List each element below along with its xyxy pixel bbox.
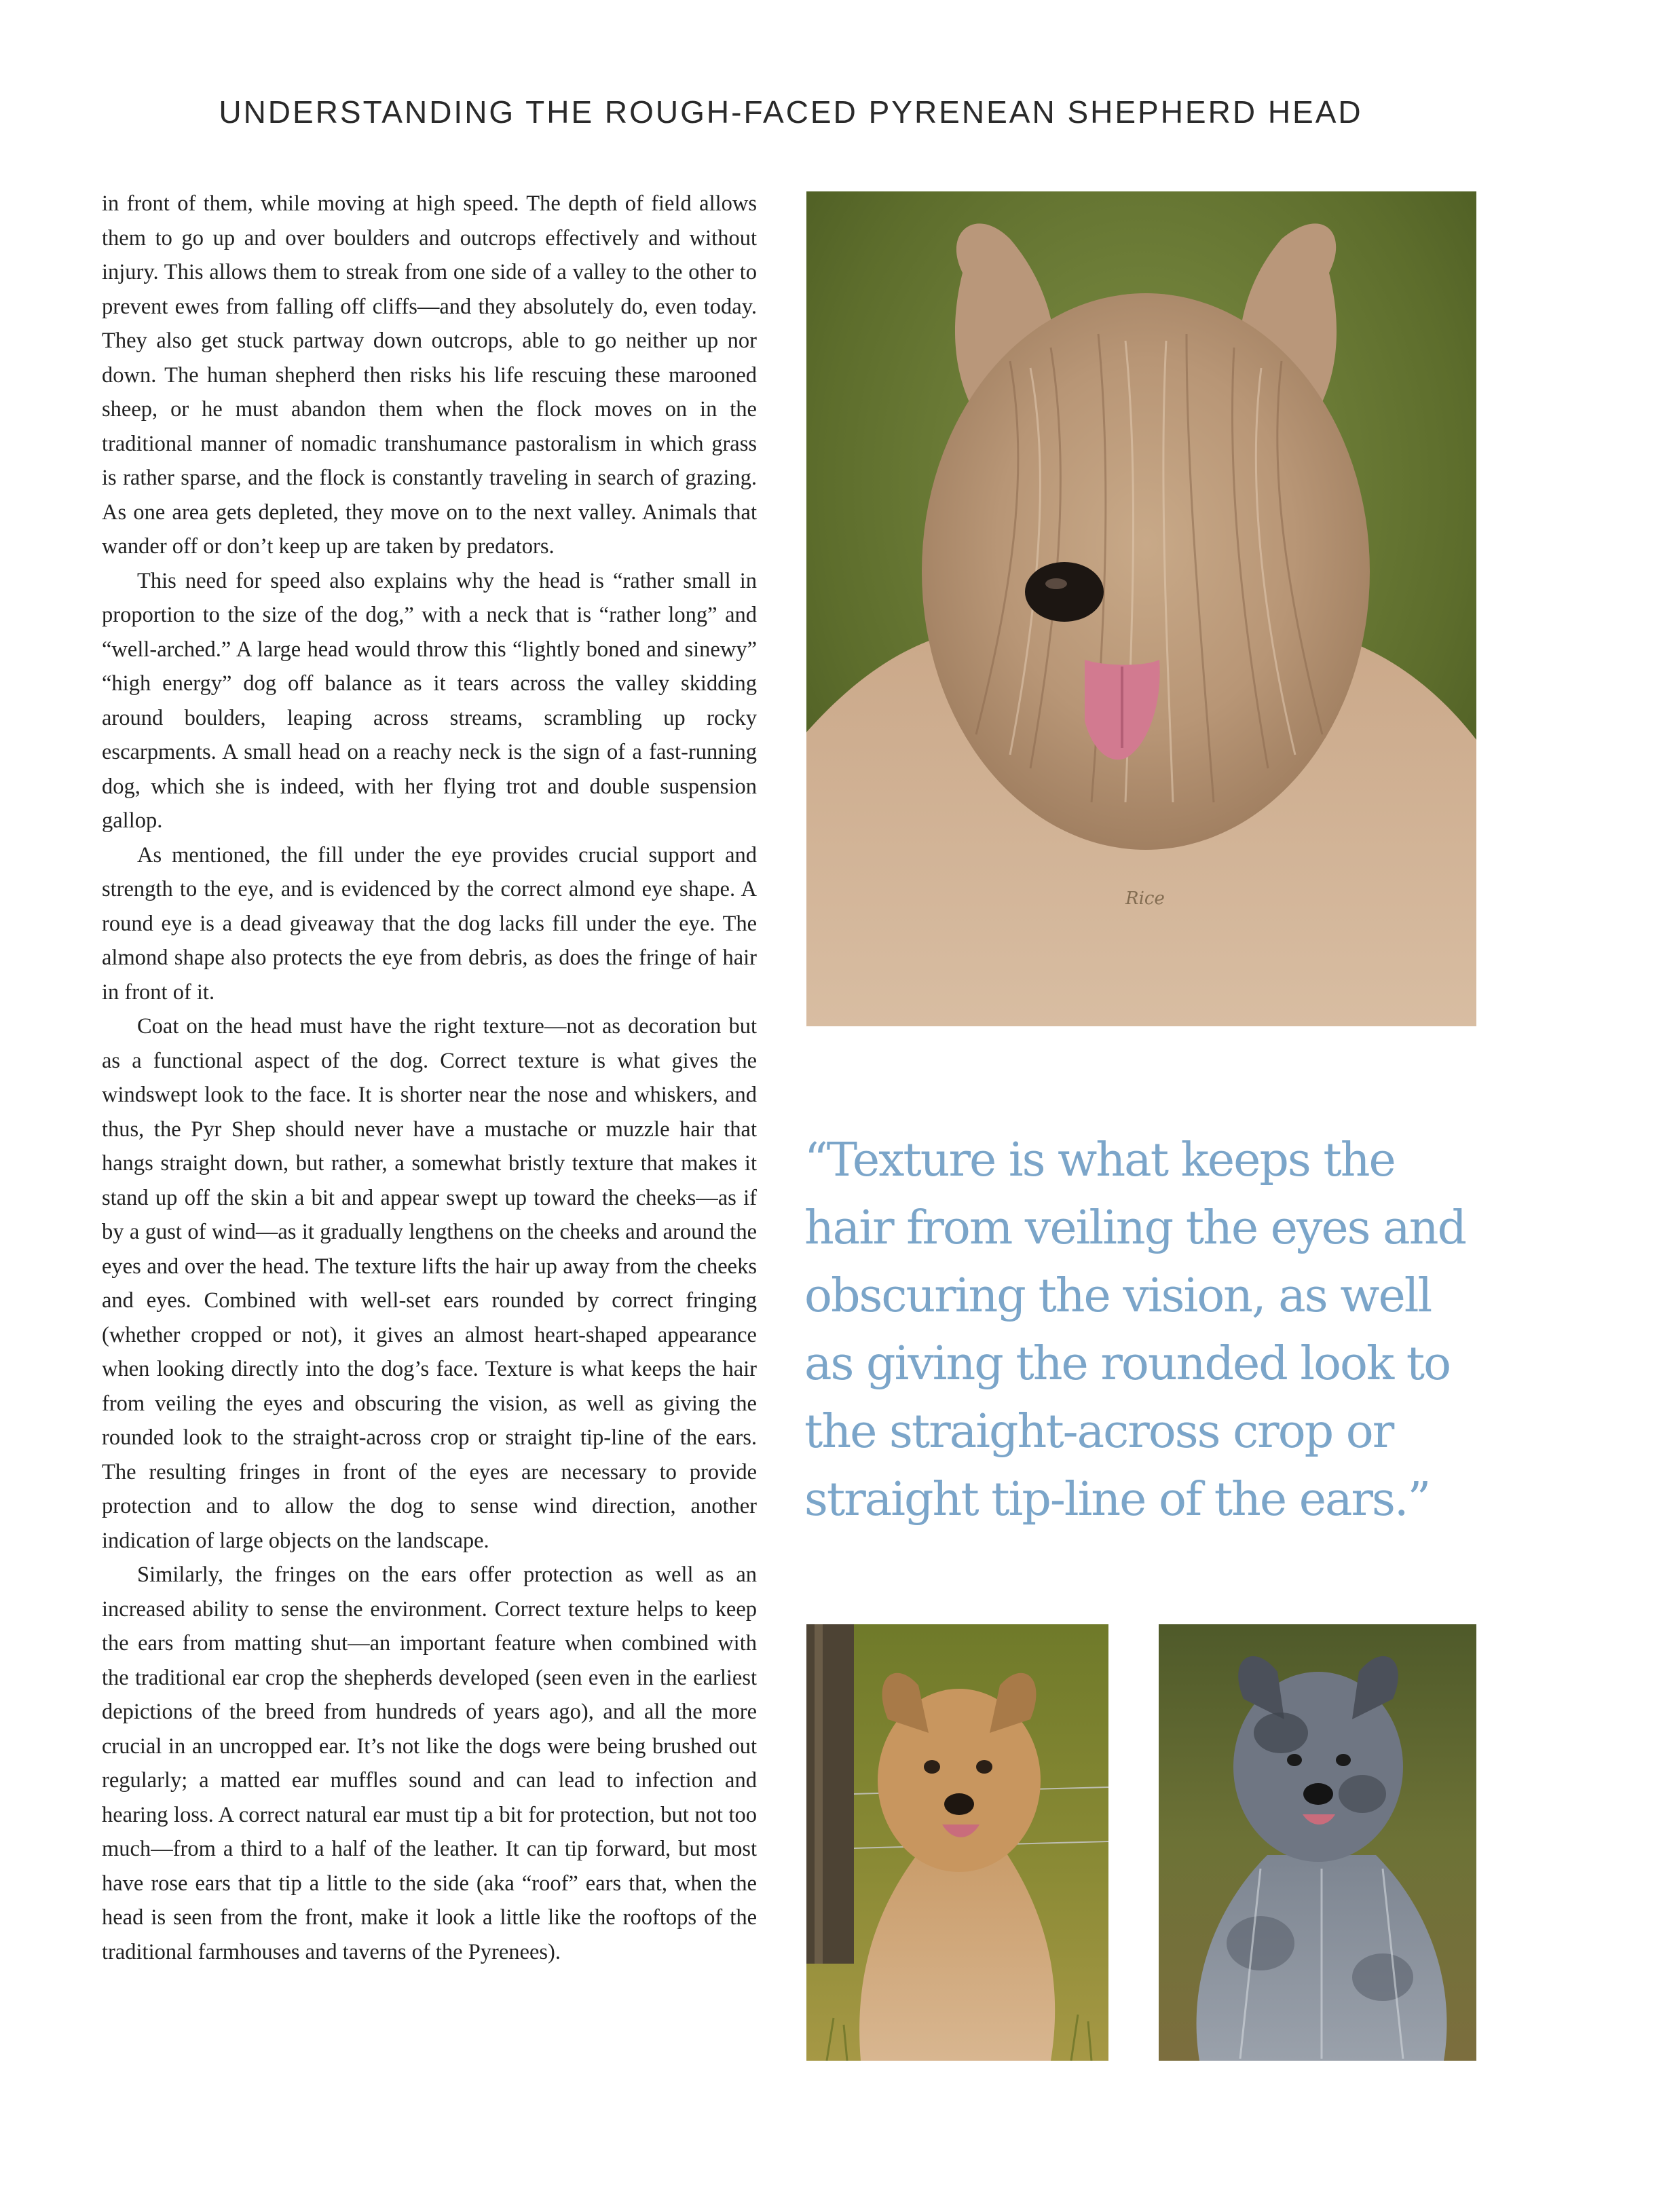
paragraph: in front of them, while moving at high speed. The depth of field allows them to go up and over boulders and outcrops effectively and without injury. This allows them to streak from one side of a valley to the other to prevent ewes from falling off cliffs—and they absolutely do, even today. They also get stuck partway down outcrops, able to go neither up nor down. The human shepherd then risks his life rescuing these marooned sheep, or he must abandon them when the flock moves on in the traditional manner of nomadic transhumance pastoralism in which grass is rather sparse, and the flock is constantly traveling in search of grazing. As one area gets depleted, they move on to the next valley. Animals that wander off or don’t keep up are taken by predators.: [102, 191, 757, 559]
dog-portrait-photo: [806, 191, 1476, 1026]
paragraph: As mentioned, the fill under the eye provides crucial support and strength to the eye, and is evidenced by the correct almond eye shape. A round eye is a dead giveaway that the dog lacks fill under the eye. The almond shape also protects the eye from debris, as does the fringe of hair in front of it.: [102, 842, 757, 1005]
running-head: UNDERSTANDING THE ROUGH-FACED PYRENEAN SHEPHERD HEAD: [219, 94, 1363, 130]
paragraph: Coat on the head must have the right texture—not as decoration but as a functional aspect of the dog. Correct texture is what gives the windswept look to the face. It is shorter near the nose and whiskers, and thus, the Pyr Shep should never have a mustache or muzzle hair that hangs straight down, but rather, a somewhat bristly texture that makes it stand up off the skin a bit and appear swept up toward the cheeks—as if by a gust of wind—as it gradually lengthens on the cheeks and around the eyes and over the head. The texture lifts the hair up away from the cheeks and eyes. Combined with well-set ears rounded by correct fringing (whether cropped or not), it gives an almost heart-shaped appearance when looking directly into the dog’s face. Texture is what keeps the hair from veiling the eyes and obscuring the vision, as well as giving the rounded look to the straight-across crop or straight tip-line of the ears. The resulting fringes in front of the eyes are necessary to provide protection and to allow the dog to sense wind direction, another indication of large objects on the landscape.: [102, 1014, 757, 1553]
photographer-signature: Rice: [1125, 888, 1165, 909]
fawn-dog-sitting-photo: [806, 1624, 1108, 2061]
pull-quote: “Texture is what keeps the hair from veiling the eyes and obscuring the vision, as well as giving the rounded look to the straight-across crop or straight tip-line of the ears.”: [804, 1134, 1466, 1527]
paragraph: Similarly, the fringes on the ears offer protection as well as an increased ability to sense the environment. Correct texture helps to keep the ears from matting shut—an important feature when combined with the traditional ear crop the shepherds developed (seen even in the earliest depictions of the breed from hundreds of years ago), and all the more crucial in an uncropped ear. It’s not like the dogs were being brushed out regularly; a matted ear muffles sound and can lead to infection and hearing loss. A correct natural ear must tip a bit for protection, but not too much—from a third to a half of the leather. It can tip forward, but most have rose ears that tip a little to the side (aka “roof” ears that, when the head is seen from the front, make it look a little like the rooftops of the traditional farmhouses and taverns of the Pyrenees).: [102, 1563, 757, 1964]
paragraph: This need for speed also explains why the head is “rather small in proportion to the size of the dog,” with a neck that is “rather long” and “well-arched.” A large head would throw this “lightly boned and sinewy” “high energy” dog off balance as it tears across the valley skidding around boulders, leaping across streams, scrambling up rocky escarpments. A small head on a reachy neck is the sign of a fast-running dog, which she is indeed, with her flying trot and double suspension gallop.: [102, 568, 757, 833]
body-text: [102, 187, 757, 1969]
grey-dog-sitting-photo: [1159, 1624, 1476, 2061]
